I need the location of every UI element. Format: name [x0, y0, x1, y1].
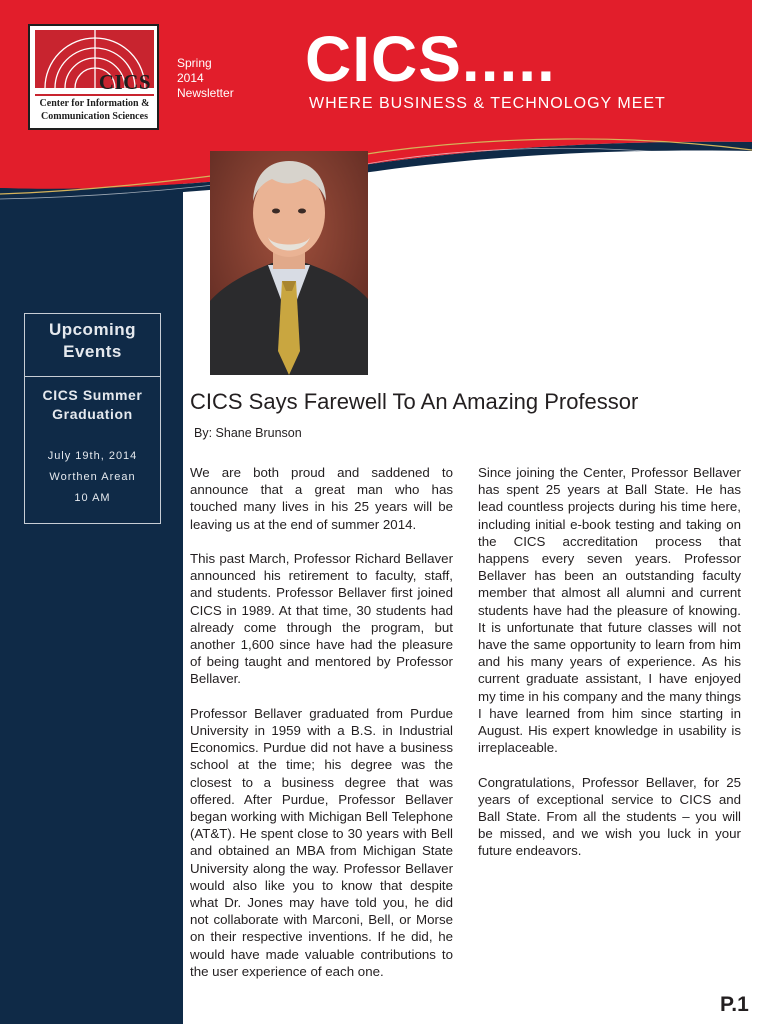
issue-item-page: P.1 — [715, 236, 732, 250]
issue-item-label: ITERA Conference — [611, 267, 712, 281]
issue-item-label: Munice Children's Museum — [556, 313, 712, 328]
edition-season: Spring — [177, 56, 212, 70]
masthead-title: CICS..... — [305, 23, 556, 95]
logo-wordmark: CICS — [98, 70, 151, 94]
in-this-issue-panel — [396, 160, 752, 378]
logo-rule — [35, 94, 154, 96]
issue-item-page: P.3 — [715, 282, 732, 297]
page-number: P.1 — [720, 993, 749, 1016]
events-divider — [25, 376, 160, 377]
article-paragraph: Since joining the Center, Professor Bellaver has spent 25 years at Ball State. He has lead countless projects during his time here, including initial e-book testing and taking on the CICS accreditation process that happens every seven years. Professor Bellaver has been an outstanding faculty member that almost all alumni and current students have had the pleasure of knowing. It is unfortunate that future classes will not have the same opportunity to learn from him and his many years of experience. As his current graduate assistant, I have enjoyed my time in his company and the many things I have learned from him since starting in August. His expert knowledge in usability is irreplaceable. — [478, 465, 741, 756]
article-column-left — [190, 464, 453, 997]
edition-label — [177, 56, 234, 101]
edition-year: 2014 — [177, 71, 204, 85]
event-name-line2: Graduation — [52, 406, 133, 422]
issue-item-label: Farewell To An Amazing Professor — [529, 236, 712, 250]
issue-item-label: WWiT Conference — [608, 298, 712, 312]
article-title: CICS Says Farewell To An Amazing Professor — [190, 389, 639, 414]
issue-item-page: P.4 — [715, 298, 732, 312]
event-time: 10 AM — [74, 492, 111, 504]
cics-logo — [28, 24, 159, 130]
issue-item-page: P.2 — [715, 251, 732, 266]
issue-item-label: Purdue Security Conference — [550, 329, 712, 343]
left-sidebar — [0, 150, 183, 1024]
upcoming-events-title-line2: Events — [63, 342, 122, 361]
article-paragraph: Professor Bellaver graduated from Purdue University in 1959 with a B.S. in Industrial Economics. Purdue did not have a business school at the time; his degree was the closest to a business degree that was offered. After Purdue, Professor Bellaver began working with Michigan Bell Telephone (AT&T). He spent close to 30 years with Bell and obtained an MBA from Michigan State University along the way. Professor Bellaver would also like you to know that despite what Dr. Jones may have told you, he did not collaborate with Marconi, Bell, or Morse on their respective inventions. If he did, he would have made valuable contributions to the user experience of each one. — [190, 705, 453, 979]
issue-list — [505, 236, 732, 345]
event-location: Worthen Arean — [49, 471, 136, 483]
article-byline: By: Shane Brunson — [194, 426, 302, 440]
issue-item[interactable] — [505, 329, 732, 345]
upcoming-events-title-line1: Upcoming — [48, 320, 137, 339]
article-paragraph: We are both proud and saddened to announce that a great man who has touched many lives in his 25 years will be leaving us at the end of summer 2014. — [190, 465, 453, 532]
issue-item-page: P.4 — [715, 313, 732, 328]
article-paragraph: This past March, Professor Richard Bellaver announced his retirement to faculty, staff, and students. Professor Bellaver first joined CICS in 1989. At that time, 30 students had already come through the program, but another 1,600 since have had the pleasure of being taught and mentored by Professor Bellaver. — [190, 551, 453, 687]
issue-item-page: P.5 — [715, 329, 732, 343]
event-name-line1: CICS Summer — [42, 387, 143, 403]
event-date: July 19th, 2014 — [47, 450, 138, 462]
issue-item[interactable] — [505, 252, 732, 268]
upcoming-events-title — [25, 319, 160, 363]
masthead-tagline: WHERE BUSINESS & TECHNOLOGY MEET — [309, 95, 666, 112]
issue-item[interactable] — [505, 298, 732, 314]
issue-item[interactable] — [505, 267, 732, 283]
issue-item[interactable] — [505, 236, 732, 252]
article-column-right — [478, 464, 741, 877]
issue-item[interactable] — [505, 283, 732, 299]
logo-subtitle-line2: Communication Sciences — [41, 111, 148, 122]
logo-subtitle-line1: Center for Information & — [39, 98, 150, 109]
issue-item-label: Girls Outreach: Basic Circuit Switch — [505, 251, 712, 266]
article-paragraph: Congratulations, Professor Bellaver, for 25 years of exceptional service to CICS and Ball State. From all the students – you will be missed, and we wish you luck in your future endeavors. — [478, 774, 741, 859]
professor-portrait — [210, 151, 368, 375]
issue-item-page: P.2 — [715, 267, 732, 281]
upcoming-events-box — [24, 313, 161, 524]
edition-type: Newsletter — [177, 86, 234, 100]
in-this-issue-title: In This Issue… — [426, 184, 573, 209]
event-name — [25, 386, 160, 424]
issue-item[interactable] — [505, 314, 732, 330]
issue-item-label: CICS Takes On The Slopes — [565, 282, 712, 297]
